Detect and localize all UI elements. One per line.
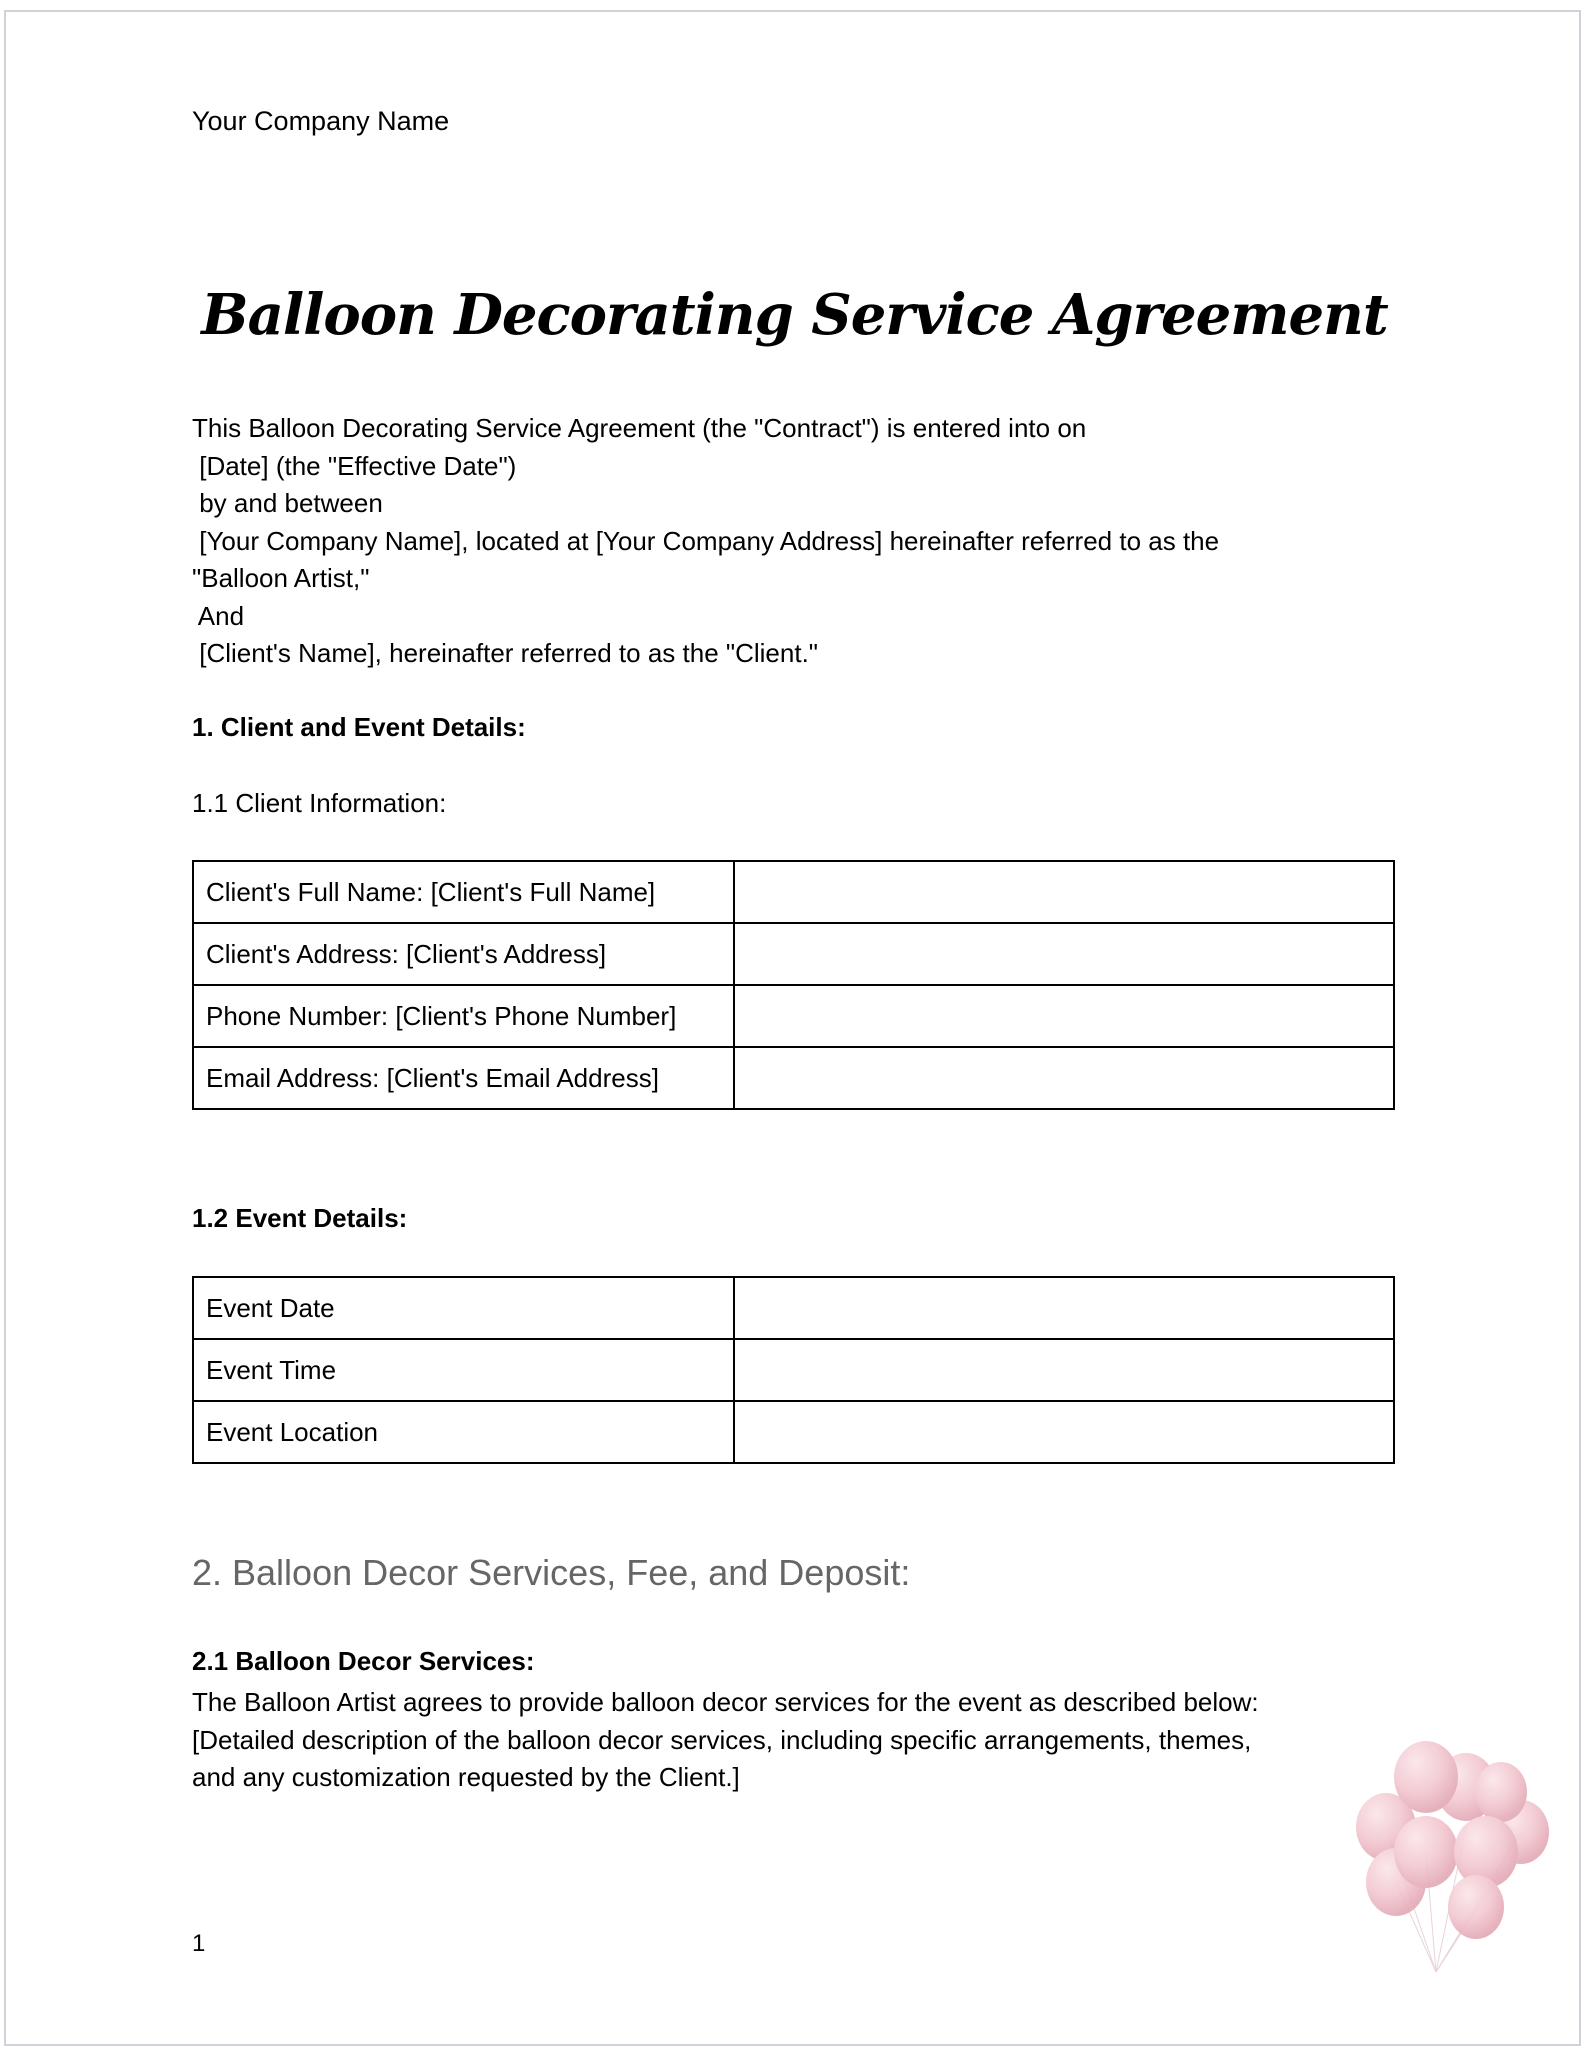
- event-location-label: Event Location: [193, 1401, 734, 1463]
- event-date-value[interactable]: [734, 1277, 1394, 1339]
- client-full-name-label: Client's Full Name: [Client's Full Name]: [193, 861, 734, 923]
- intro-line: [Date] (the "Effective Date"): [192, 450, 517, 481]
- event-details-table: [192, 1276, 1395, 1464]
- event-details-heading: 1.2 Event Details:: [192, 1203, 408, 1233]
- table-row: [193, 985, 1394, 1047]
- table-row: [193, 861, 1394, 923]
- intro-line: [Your Company Name], located at [Your Company Address] hereinafter referred to as the: [192, 525, 1220, 556]
- client-info-table: [192, 860, 1395, 1110]
- table-row: [193, 1047, 1394, 1109]
- services-description: [192, 1684, 1259, 1797]
- services-line: and any customization requested by the Client.]: [192, 1762, 740, 1792]
- services-heading: 2.1 Balloon Decor Services:: [192, 1646, 535, 1676]
- phone-number-value[interactable]: [734, 985, 1394, 1047]
- email-address-value[interactable]: [734, 1047, 1394, 1109]
- document-title: Balloon Decorating Service Agreement: [201, 282, 1388, 348]
- intro-line: by and between: [192, 488, 383, 518]
- intro-paragraph: [192, 410, 1219, 673]
- event-time-value[interactable]: [734, 1339, 1394, 1401]
- section-2-heading: 2. Balloon Decor Services, Fee, and Deposit:: [192, 1552, 911, 1593]
- document-page: [4, 10, 1581, 2046]
- table-row: [193, 1401, 1394, 1463]
- page-number: 1: [192, 1930, 206, 1957]
- table-row: [193, 1339, 1394, 1401]
- client-address-value[interactable]: [734, 923, 1394, 985]
- intro-line: And: [192, 600, 245, 631]
- intro-line: "Balloon Artist,": [192, 563, 370, 593]
- company-name: Your Company Name: [192, 106, 450, 136]
- phone-number-label: Phone Number: [Client's Phone Number]: [193, 985, 734, 1047]
- event-location-value[interactable]: [734, 1401, 1394, 1463]
- balloon-bouquet-icon: [1326, 1732, 1566, 1982]
- client-full-name-value[interactable]: [734, 861, 1394, 923]
- event-time-label: Event Time: [193, 1339, 734, 1401]
- client-info-heading: 1.1 Client Information:: [192, 788, 447, 818]
- section-1-heading: 1. Client and Event Details:: [192, 712, 526, 742]
- client-address-label: Client's Address: [Client's Address]: [193, 923, 734, 985]
- event-date-label: Event Date: [193, 1277, 734, 1339]
- intro-line: [Client's Name], hereinafter referred to as the "Client.": [192, 638, 819, 668]
- table-row: [193, 1277, 1394, 1339]
- intro-line: This Balloon Decorating Service Agreement (the "Contract") is entered into on: [192, 413, 1087, 443]
- services-line: The Balloon Artist agrees to provide balloon decor services for the event as described below:: [192, 1687, 1259, 1717]
- email-address-label: Email Address: [Client's Email Address]: [193, 1047, 734, 1109]
- services-line: [Detailed description of the balloon decor services, including specific arrangements, themes,: [192, 1724, 1252, 1755]
- table-row: [193, 923, 1394, 985]
